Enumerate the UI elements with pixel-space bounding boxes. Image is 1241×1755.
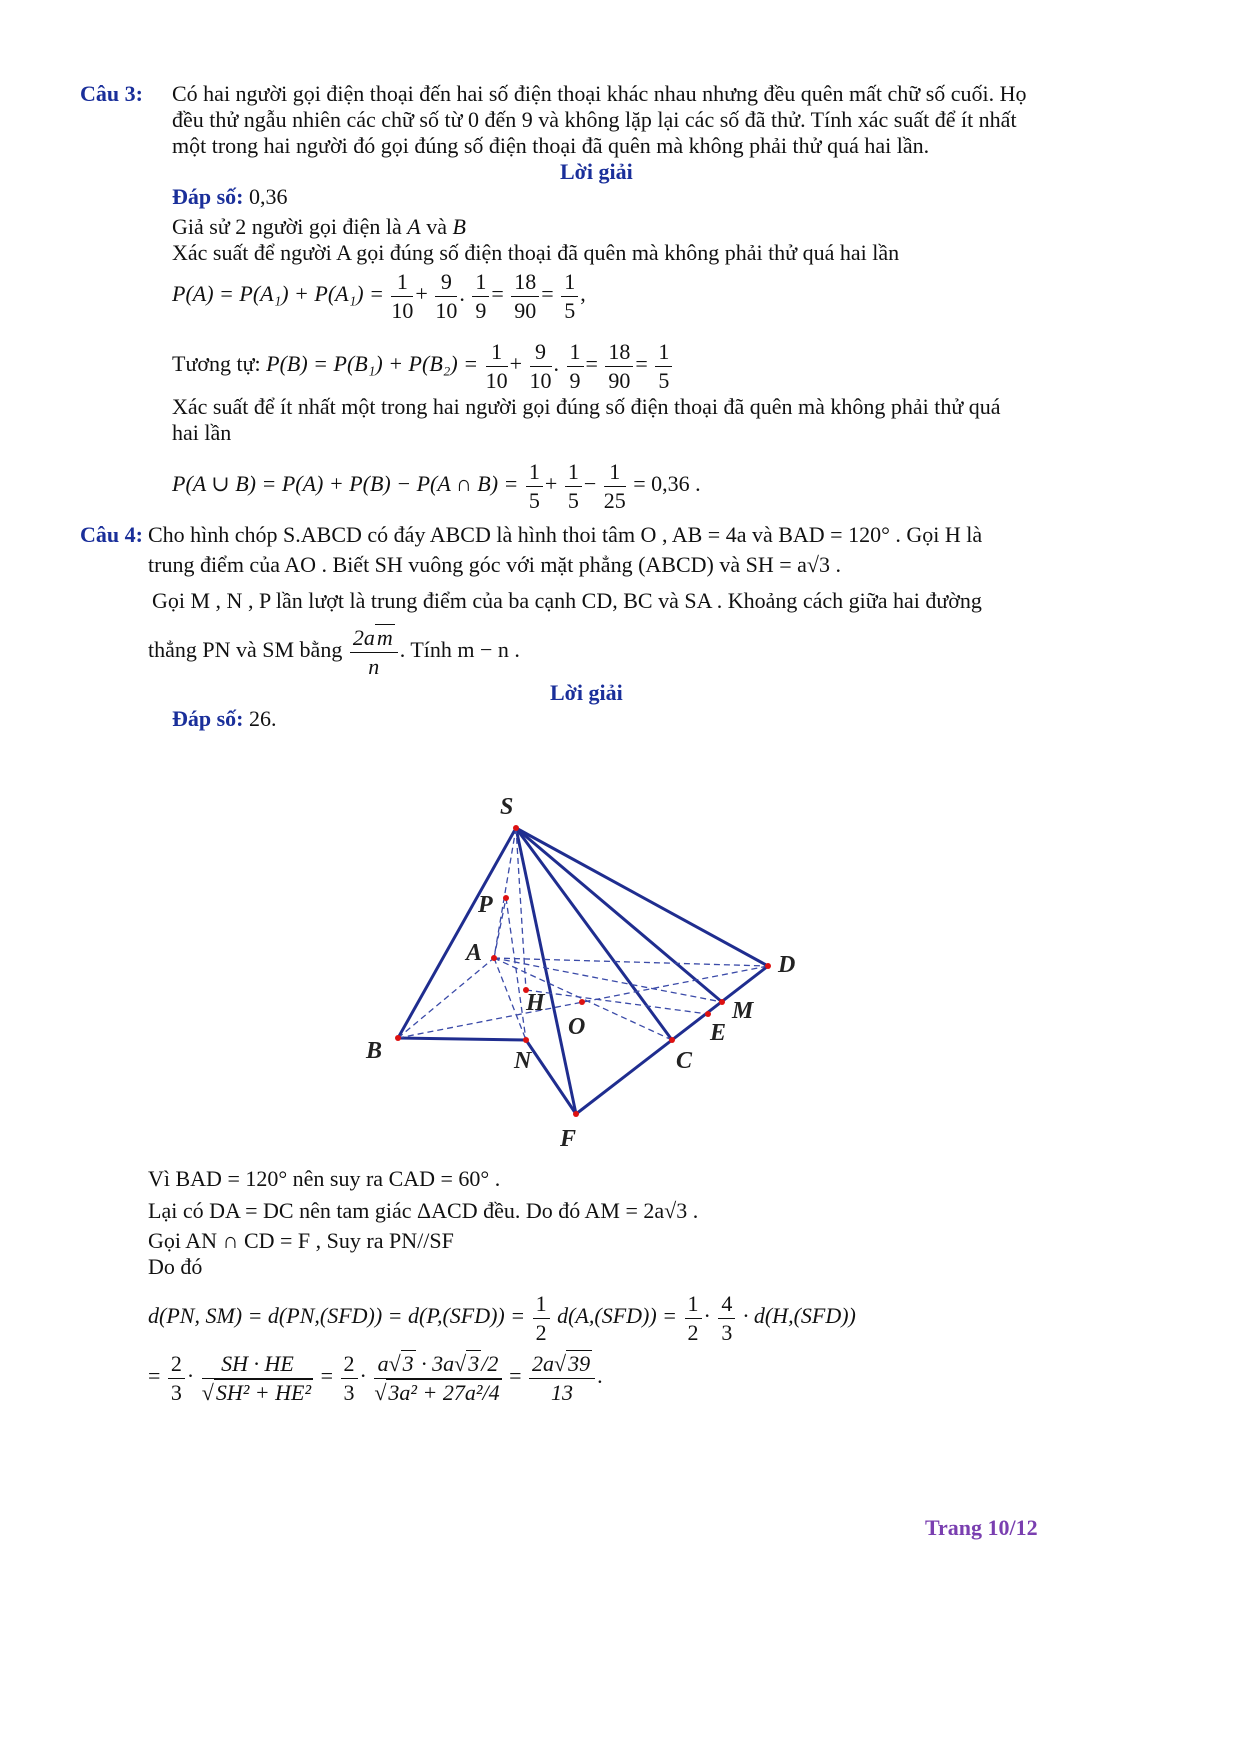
fraction: $\frac{9}{10}$ (435, 269, 458, 323)
figure-label-b: B (366, 1038, 383, 1064)
question-4-text-line3: Gọi M , N , P lần lượt là trung điểm của ba cạnh CD, BC và SA . Khoảng cách giữa hai đường (152, 588, 982, 613)
pyramid-figure (350, 790, 830, 1160)
fraction: $\frac{1}{5}$ (565, 458, 582, 514)
q4-answer (172, 706, 277, 732)
q4-distance-formula-2 (148, 1350, 603, 1406)
q4-step-1: Vì BAD = 120° nên suy ra CAD = 60° . (148, 1166, 501, 1191)
q3-solution-title: Lời giải (560, 159, 633, 184)
figure-label-h: H (526, 990, 545, 1016)
fraction: $\frac{18}{90}$ (511, 268, 539, 324)
q3-formula-pb: Tương tự: P(B) = P(B₁) + P(B₂) = $\frac{1}{10}$ + $\frac{9}{10}$ . $\frac{1}{9}$ = $\frac{18}{90}$ = $\frac{1}{5}$ (172, 338, 674, 394)
q3-step-1-text: Giả sử 2 người gọi điện là (172, 214, 402, 239)
q4-step-3: Gọi AN ∩ CD = F , Suy ra PN//SF (148, 1228, 454, 1253)
q4-dot: · (359, 1363, 367, 1389)
fraction: $\frac{1}{5}$ (561, 268, 578, 324)
question-3-text-line1: Có hai người gọi điện thoại đến hai số điện thoại khác nhau nhưng đều quên mất chữ số cuối. Họ (172, 81, 1027, 106)
q4-answer-value: 26. (249, 706, 277, 731)
question-4-text-line2: trung điểm của AO . Biết SH vuông góc với mặt phẳng (ABCD) và SH = a√3 . (148, 552, 841, 577)
q3-formula-pb-lhs: P(B) = P(B₁) + P(B₂) = (266, 351, 479, 377)
q4-equals: = (148, 1363, 161, 1389)
figure-label-n: N (514, 1048, 532, 1074)
q3-formula-pa-lhs: P(A) = P(A₁) + P(A₁) = (172, 281, 384, 307)
q3-answer-value: 0,36 (249, 184, 288, 209)
q3-step-2: Xác suất để người A gọi đúng số điện thoại đã quên mà không phải thử quá hai lần (172, 240, 900, 265)
q4-step-4: Do đó (148, 1254, 203, 1279)
fraction: $\frac{2}{3}$ (168, 1350, 185, 1406)
q3-answer-label: Đáp số: (172, 184, 244, 209)
figure-label-e: E (710, 1020, 727, 1046)
question-3-label: Câu 3: (80, 81, 143, 106)
q4-step-2: Lại có DA = DC nên tam giác ΔACD đều. Do đó AM = 2a√3 . (148, 1198, 699, 1223)
fraction: $\frac{SH \cdot HE}{\text{√SH² + HE²}}$ (201, 1351, 312, 1405)
figure-label-c: C (676, 1048, 693, 1074)
question-4-line4-a: thẳng PN và SM bằng (148, 637, 343, 663)
q3-step-1-a: A (407, 214, 421, 239)
fraction: $\frac{18}{90}$ (605, 338, 633, 394)
figure-label-a: A (466, 940, 483, 966)
question-4-line4-b: . Tính m − n . (399, 637, 520, 663)
fraction: $\frac{1}{9}$ (472, 268, 489, 324)
fraction: $\frac{1}{10}$ (391, 269, 414, 323)
question-4-text-line1: Cho hình chóp S.ABCD có đáy ABCD là hình thoi tâm O , AB = 4a và BAD = 120° . Gọi H là (148, 522, 983, 547)
question-4-text-line4 (148, 624, 520, 680)
figure-label-o: O (568, 1014, 586, 1040)
figure-label-m: M (732, 998, 754, 1024)
fraction: $\frac{1}{5}$ (526, 458, 543, 514)
q4-end: . (597, 1363, 603, 1389)
q3-formula-union-lhs: P(A ∪ B) = P(A) + P(B) − P(A ∩ B) = (172, 471, 519, 497)
fraction: $\frac{1}{9}$ (567, 338, 584, 394)
q4-distance-formula-1: d(PN, SM) = d(PN,(SFD)) = d(P,(SFD)) = $\frac{1}{2}$ d(A,(SFD)) = $\frac{1}{2}$ · $\frac{4}{3}$ · d(H,(SFD)) (148, 1291, 856, 1345)
figure-label-f: F (560, 1126, 577, 1152)
q3-step-1-b: B (452, 214, 466, 239)
q3-formula-union-end: = 0,36 . (633, 471, 701, 497)
fraction: $\frac{4}{3}$ (718, 1290, 735, 1346)
fraction: $\frac{2}{3}$ (341, 1350, 358, 1406)
question-4-label: Câu 4: (80, 522, 143, 547)
fraction: $\frac{1}{2}$ (685, 1290, 702, 1346)
q3-step-1-and: và (426, 214, 448, 239)
q3-formula-pa: P(A) = P(A₁) + P(A₁) = $\frac{1}{10}$ + $\frac{9}{10}$ . $\frac{1}{9}$ = $\frac{18}{90}$ = $\frac{1}{5}$ , (172, 269, 586, 323)
figure-label-p: P (478, 892, 493, 918)
fraction: $\frac{1}{25}$ (603, 459, 626, 513)
q3-step-3-line1: Xác suất để ít nhất một trong hai người gọi đúng số điện thoại đã quên mà không phải thử quá (172, 394, 1001, 419)
fraction: $\frac{2am}{n}$ (350, 624, 398, 680)
q3-answer (172, 184, 288, 210)
q4-equals: = (509, 1363, 522, 1389)
question-3-text-line3: một trong hai người đó gọi đúng số điện thoại đã quên mà không phải thử quá hai lần. (172, 133, 930, 158)
fraction: $\frac{1}{10}$ (485, 339, 508, 393)
q3-step-1 (172, 214, 466, 240)
fraction: $\frac{9}{10}$ (529, 339, 552, 393)
q4-distance-mid: d(A,(SFD)) = (557, 1303, 678, 1329)
question-3-text-line2: đều thử ngẫu nhiên các chữ số từ 0 đến 9 và không lặp lại các số đã thử. Tính xác suất để ít nhất (172, 107, 1017, 132)
fraction: $\frac{1}{5}$ (655, 338, 672, 394)
q4-equals: = (320, 1363, 334, 1389)
q3-formula-union: P(A ∪ B) = P(A) + P(B) − P(A ∩ B) = $\frac{1}{5}$ + $\frac{1}{5}$ − $\frac{1}{25}$ = 0,36 . (172, 459, 701, 513)
q4-answer-label: Đáp số: (172, 706, 244, 731)
fraction: $\frac{1}{2}$ (533, 1290, 550, 1346)
q4-distance-lhs: d(PN, SM) = d(PN,(SFD)) = d(P,(SFD)) = (148, 1303, 526, 1329)
q4-distance-end: · d(H,(SFD)) (742, 1303, 856, 1329)
fraction: $\frac{2a√39}{13}$ (529, 1350, 595, 1406)
page-number: Trang 10/12 (925, 1515, 1038, 1540)
q3-formula-pb-prefix: Tương tự: (172, 351, 261, 377)
q4-dot: · (186, 1363, 195, 1389)
q3-step-3-line2: hai lần (172, 420, 232, 445)
figure-label-d: D (778, 952, 796, 978)
q4-solution-title: Lời giải (550, 680, 623, 705)
figure-label-s: S (500, 794, 514, 820)
fraction: $\frac{a√3 \cdot 3a√3/2}{\text{√3a² + 27a²/4}}$ (374, 1351, 500, 1405)
